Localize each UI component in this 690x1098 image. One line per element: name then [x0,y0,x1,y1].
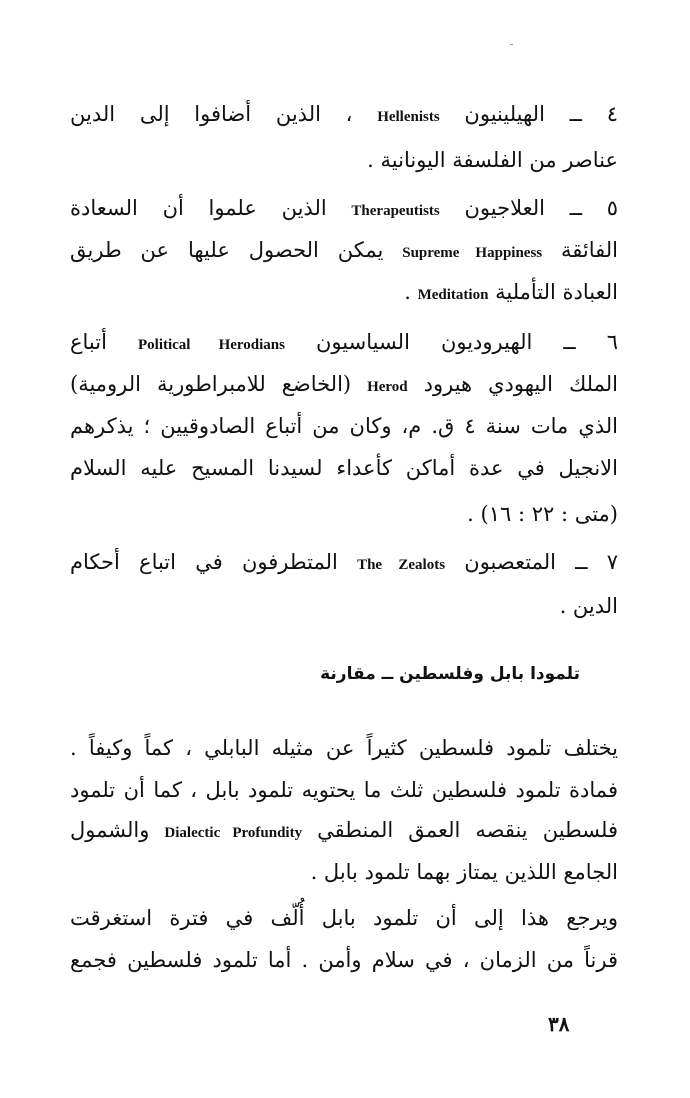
para-2-line-2: قرناً من الزمان ، في سلام وأمن . أما تلمود فلسطين فجمع [70,948,618,972]
item-6-line-1: ٦ ــ الهيروديون السياسيون Political Herodians أتباع [70,330,619,354]
page-number: ٣٨ [548,1012,570,1036]
section-heading: تلمودا بابل وفلسطين ــ مقارنة [320,664,580,684]
item-5-line-3: العبادة التأملية Meditation . [404,280,618,304]
latin-term: Herod [367,379,408,395]
item-5-line-1: ٥ ــ العلاجيون Therapeutists الذين علموا أن السعادة [70,196,618,220]
item-6-line-4: الانجيل في عدة أماكن كأعداء لسيدنا المسيح عليه السلام [70,456,618,480]
item-6-line-2: الملك اليهودي هيرود Herod (الخاضع للامبراطورية الرومية) [70,372,618,396]
item-4-line-2: عناصر من الفلسفة اليونانية . [367,148,618,172]
latin-term: Meditation [417,287,489,303]
item-4-line-1: ٤ ــ الهيلينيون Hellenists ، الذين أضافوا إلى الدين [70,102,618,126]
latin-term: Political Herodians [137,337,285,353]
item-7-line-1: ٧ ــ المتعصبون The Zealots المتطرفون في اتباع أحكام [70,550,618,574]
scan-speck [510,44,513,45]
item-6-line-5: (متى : ٢٢ : ١٦) . [467,502,618,526]
latin-term: Hellenists [377,109,440,125]
item-7-line-2: الدين . [559,594,618,618]
item-6-line-3: الذي مات سنة ٤ ق. م، وكان من أتباع الصادوقيين ؛ يذكرهم [70,414,619,438]
para-1-line-4: الجامع اللذين يمتاز بهما تلمود بابل . [310,860,618,884]
latin-term: Therapeutists [351,203,440,219]
para-2-line-1: ويرجع هذا إلى أن تلمود بابل أُلّف في فترة استغرقت [70,906,619,930]
latin-term: Supreme Happiness [402,245,543,261]
para-1-line-3: فلسطين ينقصه العمق المنطقي Dialectic Profundity والشمول [70,818,618,842]
latin-term: The Zealots [357,557,446,573]
latin-term: Dialectic Profundity [164,825,303,841]
item-5-line-2: الفائقة Supreme Happiness يمكن الحصول عليها عن طريق [70,238,619,262]
para-1-line-2: فمادة تلمود فلسطين ثلث ما يحتويه تلمود بابل ، كما أن تلمود [70,778,618,802]
para-1-line-1: يختلف تلمود فلسطين كثيراً عن مثيله البابلي ، كماً وكيفاً . [70,736,618,760]
